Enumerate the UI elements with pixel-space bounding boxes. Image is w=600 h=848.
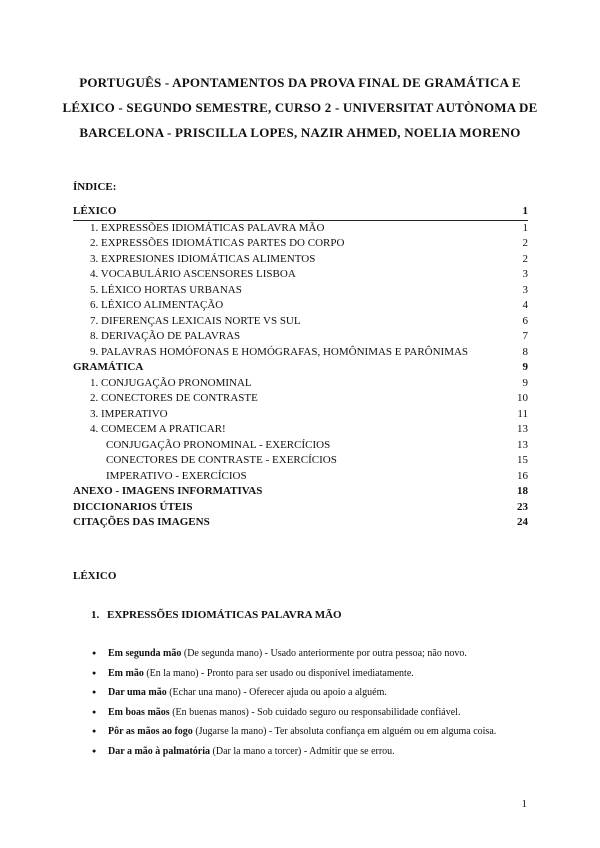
list-item bbox=[92, 742, 532, 761]
toc-entry-page: 9 bbox=[522, 376, 528, 389]
toc-entry-page: 2 bbox=[522, 252, 528, 265]
toc-entry-label: 7. DIFERENÇAS LEXICAIS NORTE VS SUL bbox=[90, 314, 301, 327]
toc-entry[interactable] bbox=[73, 236, 528, 252]
toc-entry-page: 3 bbox=[522, 283, 528, 296]
toc-entry[interactable] bbox=[73, 252, 528, 268]
toc-entry-label: 3. IMPERATIVO bbox=[90, 407, 168, 420]
toc-entry-label: 4. COMECEM A PRATICAR! bbox=[90, 423, 226, 435]
toc-entry-label: 6. LÉXICO ALIMENTAÇÃO bbox=[90, 299, 224, 311]
expression-definition: (Dar la mano a torcer) - Admitir que se errou. bbox=[210, 745, 395, 757]
toc-entry[interactable] bbox=[73, 453, 528, 469]
toc-entry-label: IMPERATIVO - EXERCÍCIOS bbox=[106, 469, 247, 482]
list-item bbox=[92, 644, 532, 663]
list-item bbox=[92, 703, 532, 722]
toc-entry-label: 5. LÉXICO HORTAS URBANAS bbox=[90, 283, 242, 296]
toc-entry-label: CITAÇÕES DAS IMAGENS bbox=[73, 516, 210, 528]
expression-definition: (En la mano) - Pronto para ser usado ou disponível imediatamente. bbox=[143, 667, 414, 679]
toc-entry-page: 24 bbox=[517, 516, 528, 528]
toc-entry-label: CONJUGAÇÃO PRONOMINAL - EXERCÍCIOS bbox=[106, 438, 331, 451]
expression-definition: (Echar una mano) - Oferecer ajuda ou apoio a alguém. bbox=[166, 687, 387, 698]
toc-entry[interactable] bbox=[73, 515, 528, 531]
toc-entry-page: 23 bbox=[517, 500, 528, 513]
toc-entry-page: 6 bbox=[522, 314, 528, 327]
toc-entry[interactable] bbox=[73, 204, 528, 221]
toc-entry[interactable] bbox=[73, 500, 528, 516]
subsection-title bbox=[91, 609, 342, 621]
toc-entry[interactable] bbox=[73, 469, 528, 485]
expression-term: Dar uma mão bbox=[108, 687, 167, 698]
toc-entry-label: 8. DERIVAÇÃO DE PALAVRAS bbox=[90, 330, 241, 342]
toc-entry-label: 3. EXPRESIONES IDIOMÁTICAS ALIMENTOS bbox=[90, 252, 316, 265]
expression-term: Em mão bbox=[108, 667, 144, 679]
table-of-contents bbox=[73, 204, 528, 531]
toc-entry-label: 4. VOCABULÁRIO ASCENSORES LISBOA bbox=[90, 268, 296, 280]
toc-entry[interactable] bbox=[73, 438, 528, 454]
toc-entry[interactable] bbox=[73, 484, 528, 500]
toc-entry-page: 2 bbox=[522, 237, 528, 249]
toc-entry[interactable] bbox=[73, 422, 528, 438]
expression-definition: (En buenas manos) - Sob cuidado seguro ou responsabilidade confiável. bbox=[169, 706, 461, 718]
toc-entry-page: 8 bbox=[522, 345, 528, 358]
subsection-number: 1. bbox=[91, 609, 100, 621]
toc-entry-label: 2. CONECTORES DE CONTRASTE bbox=[90, 392, 258, 404]
toc-entry-page: 18 bbox=[517, 485, 528, 497]
toc-entry[interactable] bbox=[73, 376, 528, 392]
toc-entry-label: LÉXICO bbox=[73, 205, 117, 217]
toc-entry-page: 3 bbox=[522, 268, 528, 280]
toc-entry-page: 4 bbox=[522, 299, 528, 311]
toc-entry[interactable] bbox=[73, 329, 528, 345]
section-title: LÉXICO bbox=[73, 570, 117, 582]
toc-entry[interactable] bbox=[73, 221, 528, 237]
index-heading: ÍNDICE: bbox=[73, 181, 117, 193]
list-item bbox=[92, 722, 532, 741]
toc-entry[interactable] bbox=[73, 314, 528, 330]
toc-entry-page: 15 bbox=[517, 454, 528, 466]
subsection-label: EXPRESSÕES IDIOMÁTICAS PALAVRA MÃO bbox=[107, 609, 342, 621]
document-title: PORTUGUÊS - APONTAMENTOS DA PROVA FINAL DE GRAMÁTICA E LÉXICO - SEGUNDO SEMESTRE, CURSO 2 - UNIVERSITAT AUTÒNOMA DE BARCELONA - PRISCILLA LOPES, NAZIR AHMED, NOELIA MORENO bbox=[62, 75, 538, 140]
toc-entry-page: 16 bbox=[517, 469, 528, 482]
toc-entry[interactable] bbox=[73, 391, 528, 407]
expression-term: Em boas mãos bbox=[108, 706, 170, 718]
list-item bbox=[92, 683, 532, 702]
toc-entry[interactable] bbox=[73, 283, 528, 299]
toc-entry-page: 13 bbox=[517, 438, 528, 451]
expression-term: Dar a mão à palmatória bbox=[108, 745, 211, 757]
toc-entry-label: ANEXO - IMAGENS INFORMATIVAS bbox=[73, 485, 263, 497]
toc-entry-label: DICCIONARIOS ÚTEIS bbox=[73, 500, 193, 513]
expression-term: Em segunda mão bbox=[108, 648, 182, 659]
toc-entry-page: 1 bbox=[522, 221, 528, 234]
toc-entry[interactable] bbox=[73, 407, 528, 423]
toc-entry[interactable] bbox=[73, 360, 528, 376]
toc-entry-label: GRAMÁTICA bbox=[73, 361, 144, 373]
toc-entry-label: 2. EXPRESSÕES IDIOMÁTICAS PARTES DO CORPO bbox=[90, 237, 345, 249]
toc-entry-label: 9. PALAVRAS HOMÓFONAS E HOMÓGRAFAS, HOMÔNIMAS E PARÔNIMAS bbox=[90, 345, 469, 358]
expression-definition: (Jugarse la mano) - Ter absoluta confiança em alguém ou em alguma coisa. bbox=[192, 726, 497, 737]
expression-term: Pôr as mãos ao fogo bbox=[108, 726, 193, 737]
toc-entry-page: 13 bbox=[517, 423, 528, 435]
toc-entry-label: CONECTORES DE CONTRASTE - EXERCÍCIOS bbox=[106, 454, 337, 466]
toc-entry[interactable] bbox=[73, 267, 528, 283]
toc-entry-page: 9 bbox=[522, 361, 528, 373]
toc-entry[interactable] bbox=[73, 298, 528, 314]
toc-entry[interactable] bbox=[73, 345, 528, 361]
toc-entry-label: 1. CONJUGAÇÃO PRONOMINAL bbox=[90, 376, 252, 389]
toc-entry-page: 10 bbox=[517, 392, 528, 404]
page-number: 1 bbox=[521, 798, 527, 810]
toc-entry-page: 11 bbox=[517, 407, 528, 420]
toc-entry-label: 1. EXPRESSÕES IDIOMÁTICAS PALAVRA MÃO bbox=[90, 221, 325, 234]
expression-definition: (De segunda mano) - Usado anteriormente por outra pessoa; não novo. bbox=[181, 648, 467, 659]
toc-entry-page: 1 bbox=[522, 205, 528, 217]
toc-entry-page: 7 bbox=[522, 330, 528, 342]
list-item bbox=[92, 664, 532, 683]
expression-list bbox=[92, 644, 532, 761]
